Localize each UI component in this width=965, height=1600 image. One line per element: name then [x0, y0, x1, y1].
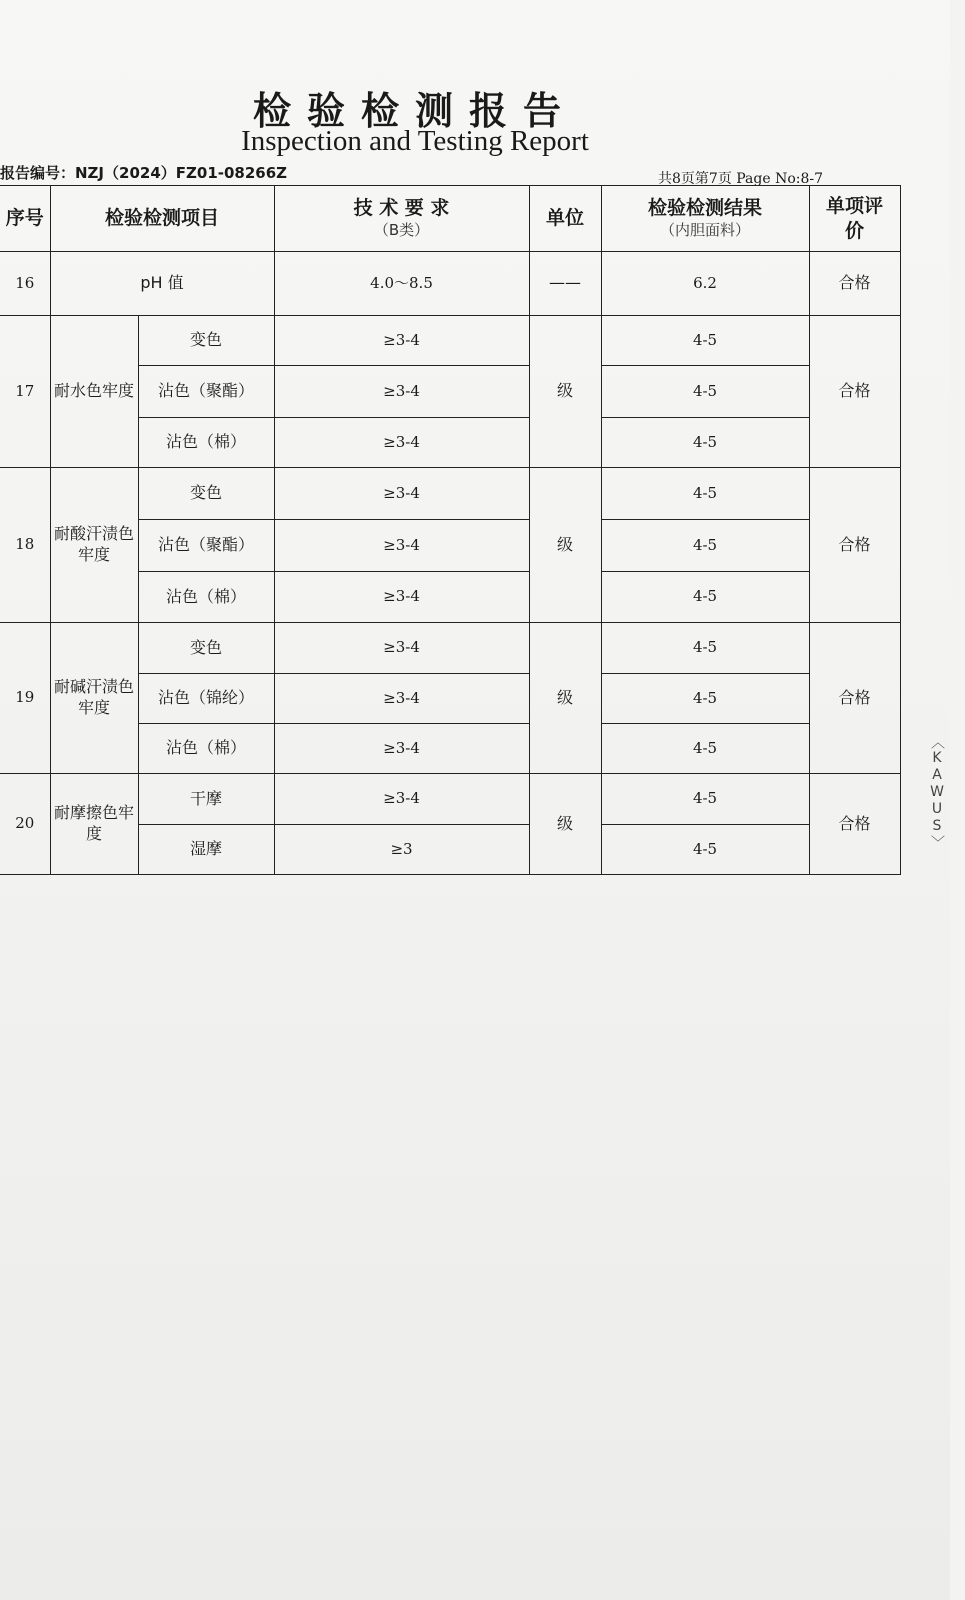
table-row — [0, 252, 900, 316]
sub-result: 4-5 — [601, 825, 809, 875]
sub-requirement: ≥3-4 — [274, 674, 529, 724]
sub-result: 4-5 — [601, 468, 809, 520]
sub-requirement: ≥3-4 — [274, 468, 529, 520]
col-result-sub: （内胆面料） — [660, 221, 751, 240]
sub-result: 4-5 — [601, 520, 809, 572]
sub-requirement: ≥3-4 — [274, 520, 529, 572]
sub-item: 变色 — [138, 623, 274, 674]
table-row — [0, 774, 900, 825]
sub-result: 4-5 — [601, 418, 809, 468]
row-unit: 级 — [529, 468, 601, 623]
sub-item: 湿摩 — [138, 825, 274, 875]
row-seq: 17 — [0, 316, 50, 468]
sub-item: 变色 — [138, 468, 274, 520]
table-row — [0, 468, 900, 520]
sub-item: 变色 — [138, 316, 274, 366]
sub-item: 沾色（聚酯） — [138, 366, 274, 418]
row-unit: —— — [529, 252, 601, 316]
sub-requirement: ≥3-4 — [274, 724, 529, 774]
col-requirement-label: 技 术 要 求 — [353, 197, 450, 220]
row-unit: 级 — [529, 316, 601, 468]
sub-result: 4-5 — [601, 366, 809, 418]
sub-result: 4-5 — [601, 774, 809, 825]
row-seq: 18 — [0, 468, 50, 623]
row-requirement: 4.0～8.5 — [274, 252, 529, 316]
col-evaluation: 单项评价 — [809, 186, 900, 252]
row-unit: 级 — [529, 623, 601, 774]
report-number: 报告编号：NZJ（2024）FZ01-08266Z — [0, 164, 288, 182]
table-row — [0, 316, 900, 366]
row-result: 6.2 — [601, 252, 809, 316]
sub-item: 沾色（棉） — [138, 572, 274, 623]
sub-requirement: ≥3-4 — [274, 623, 529, 674]
col-seq: 序号 — [0, 186, 50, 252]
col-result — [601, 186, 809, 252]
sub-item: 沾色（棉） — [138, 724, 274, 774]
results-table — [0, 185, 901, 875]
page-number: 共8页第7页 Page No:8-7 — [658, 171, 824, 187]
row-seq: 20 — [0, 774, 50, 875]
col-result-label: 检验检测结果 — [648, 197, 763, 220]
sub-requirement: ≥3-4 — [274, 774, 529, 825]
col-unit: 单位 — [529, 186, 601, 252]
row-evaluation: 合格 — [809, 468, 900, 623]
seam-stamp: 〈KAWUS〉 — [929, 735, 945, 850]
row-item: pH 值 — [50, 252, 274, 316]
sub-requirement: ≥3-4 — [274, 316, 529, 366]
col-requirement-sub: （B类） — [373, 221, 430, 240]
table-row — [0, 623, 900, 674]
sub-result: 4-5 — [601, 316, 809, 366]
row-evaluation: 合格 — [809, 623, 900, 774]
table-header-row — [0, 186, 900, 252]
col-requirement — [274, 186, 529, 252]
title-chinese: 检验检测报告 — [252, 89, 577, 133]
sub-item: 干摩 — [138, 774, 274, 825]
row-group: 耐水色牢度 — [50, 316, 138, 468]
title-english: Inspection and Testing Report — [241, 125, 589, 157]
row-seq: 16 — [0, 252, 50, 316]
sub-requirement: ≥3-4 — [274, 366, 529, 418]
sub-item: 沾色（棉） — [138, 418, 274, 468]
sub-result: 4-5 — [601, 623, 809, 674]
row-evaluation: 合格 — [809, 252, 900, 316]
row-group: 耐碱汗渍色牢度 — [50, 623, 138, 774]
sub-requirement: ≥3-4 — [274, 572, 529, 623]
sub-item: 沾色（聚酯） — [138, 520, 274, 572]
sub-requirement: ≥3-4 — [274, 418, 529, 468]
row-unit: 级 — [529, 774, 601, 875]
sub-result: 4-5 — [601, 674, 809, 724]
sub-result: 4-5 — [601, 724, 809, 774]
sub-requirement: ≥3 — [274, 825, 529, 875]
row-seq: 19 — [0, 623, 50, 774]
sub-item: 沾色（锦纶） — [138, 674, 274, 724]
sub-result: 4-5 — [601, 572, 809, 623]
row-group: 耐酸汗渍色牢度 — [50, 468, 138, 623]
row-evaluation: 合格 — [809, 316, 900, 468]
col-item: 检验检测项目 — [50, 186, 274, 252]
row-evaluation: 合格 — [809, 774, 900, 875]
row-group: 耐摩擦色牢度 — [50, 774, 138, 875]
